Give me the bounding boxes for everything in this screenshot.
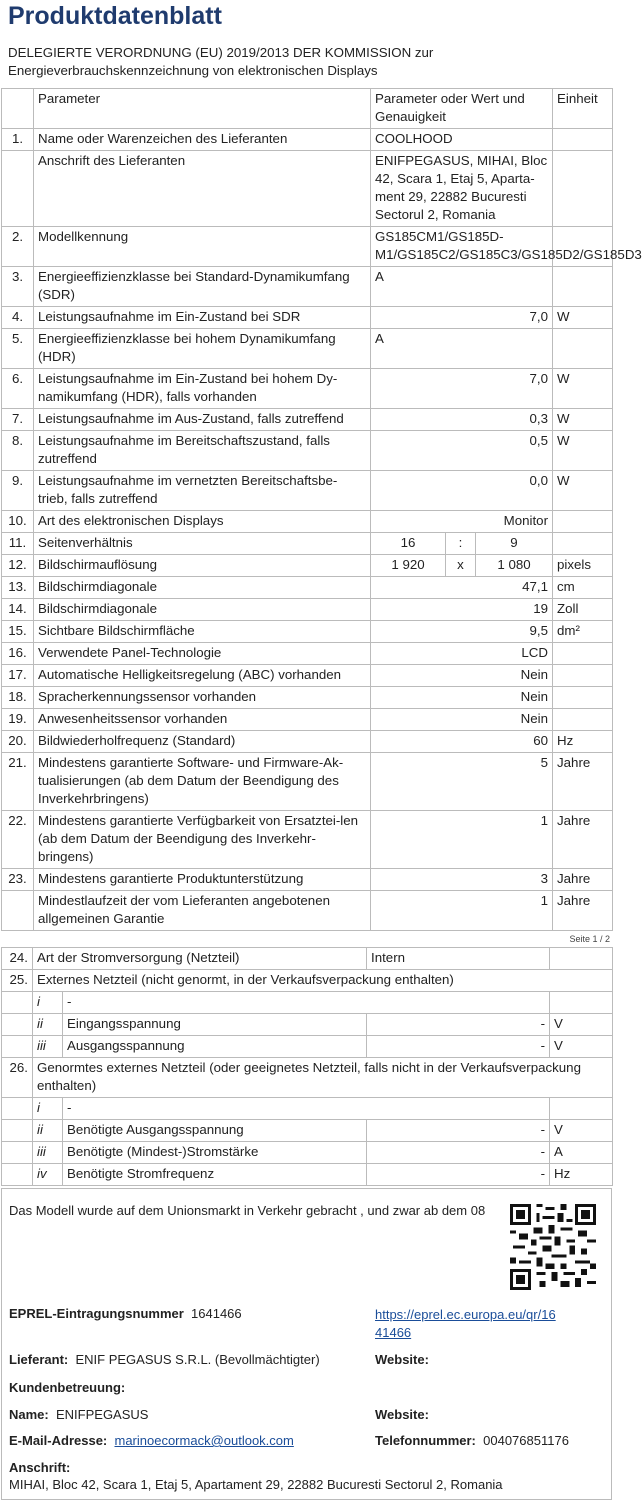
row-number: 24.: [2, 948, 33, 970]
row-unit: Hz: [553, 731, 613, 753]
eprel-link[interactable]: [375, 1306, 556, 1342]
row-parameter: Mindestens garantierte Verfügbarkeit von Ersatztei-len (ab dem Datum der Beendigung des Inverkehr-bringens): [34, 811, 371, 869]
sub-row: [2, 1142, 613, 1164]
row-parameter: Mindestens garantierte Produktunterstützung: [34, 869, 371, 891]
row-number: 15.: [2, 621, 34, 643]
row-value: COOLHOOD: [371, 129, 553, 151]
eprel-label-line: [9, 1306, 242, 1321]
table-row: [2, 869, 613, 891]
row-value-separator: x: [446, 555, 476, 577]
row-number: 7.: [2, 409, 34, 431]
row-unit: W: [553, 409, 613, 431]
row-unit: [553, 687, 613, 709]
table-row: [2, 533, 613, 555]
supplier-value: ENIF PEGASUS S.R.L. (Bevollmächtigter): [75, 1352, 320, 1367]
row-parameter: Sichtbare Bildschirmfläche: [34, 621, 371, 643]
sub-row: [2, 992, 613, 1014]
row-number: 3.: [2, 267, 34, 307]
eprel-label: EPREL-Eintragungsnummer: [9, 1306, 184, 1321]
row-number: 5.: [2, 329, 34, 369]
row-number: 22.: [2, 811, 34, 869]
table-row: [2, 599, 613, 621]
row-unit: [553, 533, 613, 555]
row-unit: [553, 267, 613, 307]
row-number: 9.: [2, 471, 34, 511]
market-date-text: Das Modell wurde auf dem Unionsmarkt in Verkehr gebracht , und zwar ab dem 08: [9, 1203, 486, 1218]
row-number: 21.: [2, 753, 34, 811]
parameter-table: [1, 88, 642, 931]
row-number: 13.: [2, 577, 34, 599]
row-parameter: Anschrift des Lieferanten: [34, 151, 371, 227]
row-parameter: Mindestlaufzeit der vom Lieferanten angebotenen allgemeinen Garantie: [34, 891, 371, 931]
row-value: 3: [371, 869, 553, 891]
row-unit: Zoll: [553, 599, 613, 621]
row-value: A: [371, 329, 553, 369]
table-row: [2, 267, 613, 307]
row-value: Nein: [371, 709, 553, 731]
table-row: [2, 891, 613, 931]
row-parameter: Seitenverhältnis: [34, 533, 371, 555]
row-parameter: Automatische Helligkeitsregelung (ABC) vorhanden: [34, 665, 371, 687]
eprel-number: 1641466: [191, 1306, 242, 1321]
row-value-a: 16: [371, 533, 446, 555]
row-unit: Jahre: [553, 869, 613, 891]
sub-unit: V: [550, 1120, 613, 1142]
table-row: [2, 731, 613, 753]
table-row: [2, 511, 613, 533]
row-value-b: 1 080: [476, 555, 553, 577]
table-row: [2, 227, 613, 267]
table-row: [2, 948, 613, 970]
sub-value: -: [367, 1142, 550, 1164]
row-unit: [553, 329, 613, 369]
regulation-intro: DELEGIERTE VERORDNUNG (EU) 2019/2013 DER KOMMISSION zur Energieverbrauchskennzeichnung von elektronischen Displays: [8, 45, 434, 78]
sub-value: -: [367, 1164, 550, 1186]
name-value: ENIFPEGASUS: [55, 1407, 149, 1422]
row-unit: [553, 709, 613, 731]
phone-label: Telefonnummer:: [375, 1433, 476, 1448]
email-line: [9, 1433, 294, 1448]
phone-line: [375, 1433, 569, 1448]
row-parameter: Energieeffizienzklasse bei Standard-Dynamikumfang (SDR): [34, 267, 371, 307]
row-value: 7,0: [371, 307, 553, 329]
row-parameter: Bildschirmdiagonale: [34, 577, 371, 599]
row-value: 9,5: [371, 621, 553, 643]
table-row: [2, 307, 613, 329]
table-row: [2, 753, 613, 811]
row-unit: pixels: [553, 555, 613, 577]
address-label: Anschrift:: [9, 1460, 71, 1475]
row-number: 6.: [2, 369, 34, 409]
sub-row: [2, 1014, 613, 1036]
row-parameter: Bildschirmdiagonale: [34, 599, 371, 621]
page-title: Produktdatenblatt: [8, 2, 222, 30]
row-value-b: 9: [476, 533, 553, 555]
sub-row: [2, 1098, 613, 1120]
row-parameter: Bildschirmauflösung: [34, 555, 371, 577]
row-number: 11.: [2, 533, 34, 555]
sub-parameter: Ausgangsspannung: [63, 1036, 367, 1058]
row-parameter: Name oder Warenzeichen des Lieferanten: [34, 129, 371, 151]
table-row: [2, 151, 613, 227]
row-value: Nein: [371, 687, 553, 709]
row-value-a: 1 920: [371, 555, 446, 577]
row-value: 1: [371, 811, 553, 869]
sub-index: ii: [33, 1120, 63, 1142]
row-value: 0,0: [371, 471, 553, 511]
row-parameter: Bildwiederholfrequenz (Standard): [34, 731, 371, 753]
address-value: MIHAI, Bloc 42, Scara 1, Etaj 5, Apartament 29, 22882 Bucuresti Sectorul 2, Romania: [9, 1477, 503, 1492]
eprel-url-1[interactable]: https://eprel.ec.europa.eu/qr/16: [375, 1307, 556, 1322]
row-number: 1.: [2, 129, 34, 151]
row-number: 12.: [2, 555, 34, 577]
sub-unit: Hz: [550, 1164, 613, 1186]
sub-parameter: Benötigte Ausgangsspannung: [63, 1120, 367, 1142]
sub-unit: A: [550, 1142, 613, 1164]
power-supply-table: [1, 947, 613, 1186]
row-parameter: Spracherkennungssensor vorhanden: [34, 687, 371, 709]
row-value: 19: [371, 599, 553, 621]
row-parameter: Energieeffizienzklasse bei hohem Dynamikumfang (HDR): [34, 329, 371, 369]
website-label-2: Website:: [375, 1407, 429, 1422]
row-parameter: Modellkennung: [34, 227, 371, 267]
row-number: 4.: [2, 307, 34, 329]
row-parameter: Genormtes externes Netzteil (oder geeignetes Netzteil, falls nicht in der Verkaufsverpackung enthalten): [33, 1058, 613, 1098]
row-value: 7,0: [371, 369, 553, 409]
name-label: Name:: [9, 1407, 49, 1422]
row-value: 1: [371, 891, 553, 931]
row-number: 2.: [2, 227, 34, 267]
table-row: [2, 431, 613, 471]
sub-value: -: [367, 1014, 550, 1036]
email-link[interactable]: marinoecormack@outlook.com: [114, 1433, 294, 1448]
table-row: [2, 555, 613, 577]
row-value: 0,3: [371, 409, 553, 431]
row-unit: [553, 665, 613, 687]
table-row: [2, 577, 613, 599]
table-row: [2, 687, 613, 709]
qr-code-icon[interactable]: [510, 1204, 596, 1290]
row-number: 10.: [2, 511, 34, 533]
row-parameter: Leistungsaufnahme im Aus-Zustand, falls zutreffend: [34, 409, 371, 431]
row-unit: W: [553, 431, 613, 471]
row-unit: [553, 129, 613, 151]
sub-value: -: [367, 1036, 550, 1058]
sub-row: [2, 1036, 613, 1058]
eprel-url-2[interactable]: 41466: [375, 1325, 412, 1340]
row-value: 5: [371, 753, 553, 811]
row-unit: Jahre: [553, 811, 613, 869]
website-label: Website:: [375, 1352, 429, 1367]
row-value: ENIFPEGASUS, MIHAI, Bloc 42, Scara 1, Etaj 5, Aparta-ment 29, 22882 Bucuresti Sectorul 2, Romania: [371, 151, 553, 227]
row-number: 26.: [2, 1058, 33, 1098]
row-number: [2, 891, 34, 931]
sub-row: [2, 1120, 613, 1142]
row-number: 19.: [2, 709, 34, 731]
sub-index: i: [33, 1098, 63, 1120]
sub-parameter: Benötigte Stromfrequenz: [63, 1164, 367, 1186]
table-row: [2, 665, 613, 687]
row-number: 18.: [2, 687, 34, 709]
row-parameter: Leistungsaufnahme im Ein-Zustand bei hohem Dy-namikumfang (HDR), falls vorhanden: [34, 369, 371, 409]
row-value: LCD: [371, 643, 553, 665]
row-unit: [553, 151, 613, 227]
sub-index: ii: [33, 1014, 63, 1036]
sub-unit: V: [550, 1014, 613, 1036]
row-unit: Jahre: [553, 891, 613, 931]
row-parameter: Leistungsaufnahme im Ein-Zustand bei SDR: [34, 307, 371, 329]
sub-parameter: Benötigte (Mindest-)Stromstärke: [63, 1142, 367, 1164]
row-number: 17.: [2, 665, 34, 687]
table-row: [2, 621, 613, 643]
row-value: 60: [371, 731, 553, 753]
row-number: 25.: [2, 970, 33, 992]
row-unit: [553, 511, 613, 533]
table-row: [2, 129, 613, 151]
header-value: Parameter oder Wert und Genauigkeit: [371, 89, 553, 129]
row-parameter: Mindestens garantierte Software- und Firmware-Ak-tualisierungen (ab dem Datum der Beendigung des Inverkehrbringens): [34, 753, 371, 811]
row-value: A: [371, 267, 553, 307]
row-number: 14.: [2, 599, 34, 621]
row-parameter: Leistungsaufnahme im Bereitschaftszustand, falls zutreffend: [34, 431, 371, 471]
header-parameter: Parameter: [34, 89, 371, 129]
sub-parameter: -: [63, 992, 550, 1014]
header-unit: Einheit: [553, 89, 613, 129]
row-unit: dm²: [553, 621, 613, 643]
sub-unit: V: [550, 1036, 613, 1058]
table-row: [2, 369, 613, 409]
sub-value: -: [367, 1120, 550, 1142]
row-value: Intern: [367, 948, 550, 970]
row-unit: Jahre: [553, 753, 613, 811]
email-label: E-Mail-Adresse:: [9, 1433, 108, 1448]
row-number: 8.: [2, 431, 34, 471]
row-value: GS185CM1/GS185D-M1/GS185C2/GS185C3/GS185D2/GS185D3: [371, 227, 553, 267]
page-number: Seite 1 / 2: [569, 934, 610, 944]
row-parameter: Anwesenheitssensor vorhanden: [34, 709, 371, 731]
row-unit: [553, 643, 613, 665]
sub-index: iii: [33, 1036, 63, 1058]
row-value: 47,1: [371, 577, 553, 599]
supplier-line: [9, 1352, 320, 1367]
row-value: Monitor: [371, 511, 553, 533]
sub-parameter: Eingangsspannung: [63, 1014, 367, 1036]
table-row: [2, 329, 613, 369]
sub-parameter: -: [63, 1098, 550, 1120]
table-row: [2, 643, 613, 665]
row-number: 23.: [2, 869, 34, 891]
row-value: Nein: [371, 665, 553, 687]
row-unit: W: [553, 369, 613, 409]
table-row: [2, 471, 613, 511]
supplier-label: Lieferant:: [9, 1352, 69, 1367]
support-label: Kundenbetreuung:: [9, 1380, 126, 1395]
row-parameter: Externes Netzteil (nicht genormt, in der Verkaufsverpackung enthalten): [33, 970, 613, 992]
row-value-separator: :: [446, 533, 476, 555]
table-row: [2, 1058, 613, 1098]
row-parameter: Art der Stromversorgung (Netzteil): [33, 948, 367, 970]
table-row: [2, 970, 613, 992]
row-number: 20.: [2, 731, 34, 753]
row-unit: W: [553, 307, 613, 329]
row-value: 0,5: [371, 431, 553, 471]
table-row: [2, 709, 613, 731]
row-unit: W: [553, 471, 613, 511]
sub-row: [2, 1164, 613, 1186]
phone-value: 004076851176: [483, 1433, 569, 1448]
row-number: [2, 151, 34, 227]
row-parameter: Art des elektronischen Displays: [34, 511, 371, 533]
row-unit: cm: [553, 577, 613, 599]
row-parameter: Verwendete Panel-Technologie: [34, 643, 371, 665]
row-parameter: Leistungsaufnahme im vernetzten Bereitschaftsbe-trieb, falls zutreffend: [34, 471, 371, 511]
table-row: [2, 811, 613, 869]
row-number: 16.: [2, 643, 34, 665]
sub-index: iii: [33, 1142, 63, 1164]
sub-index: iv: [33, 1164, 63, 1186]
supplier-info-box: [1, 1188, 612, 1500]
name-line: [9, 1407, 148, 1422]
sub-index: i: [33, 992, 63, 1014]
table-header-row: [2, 89, 613, 129]
table-row: [2, 409, 613, 431]
